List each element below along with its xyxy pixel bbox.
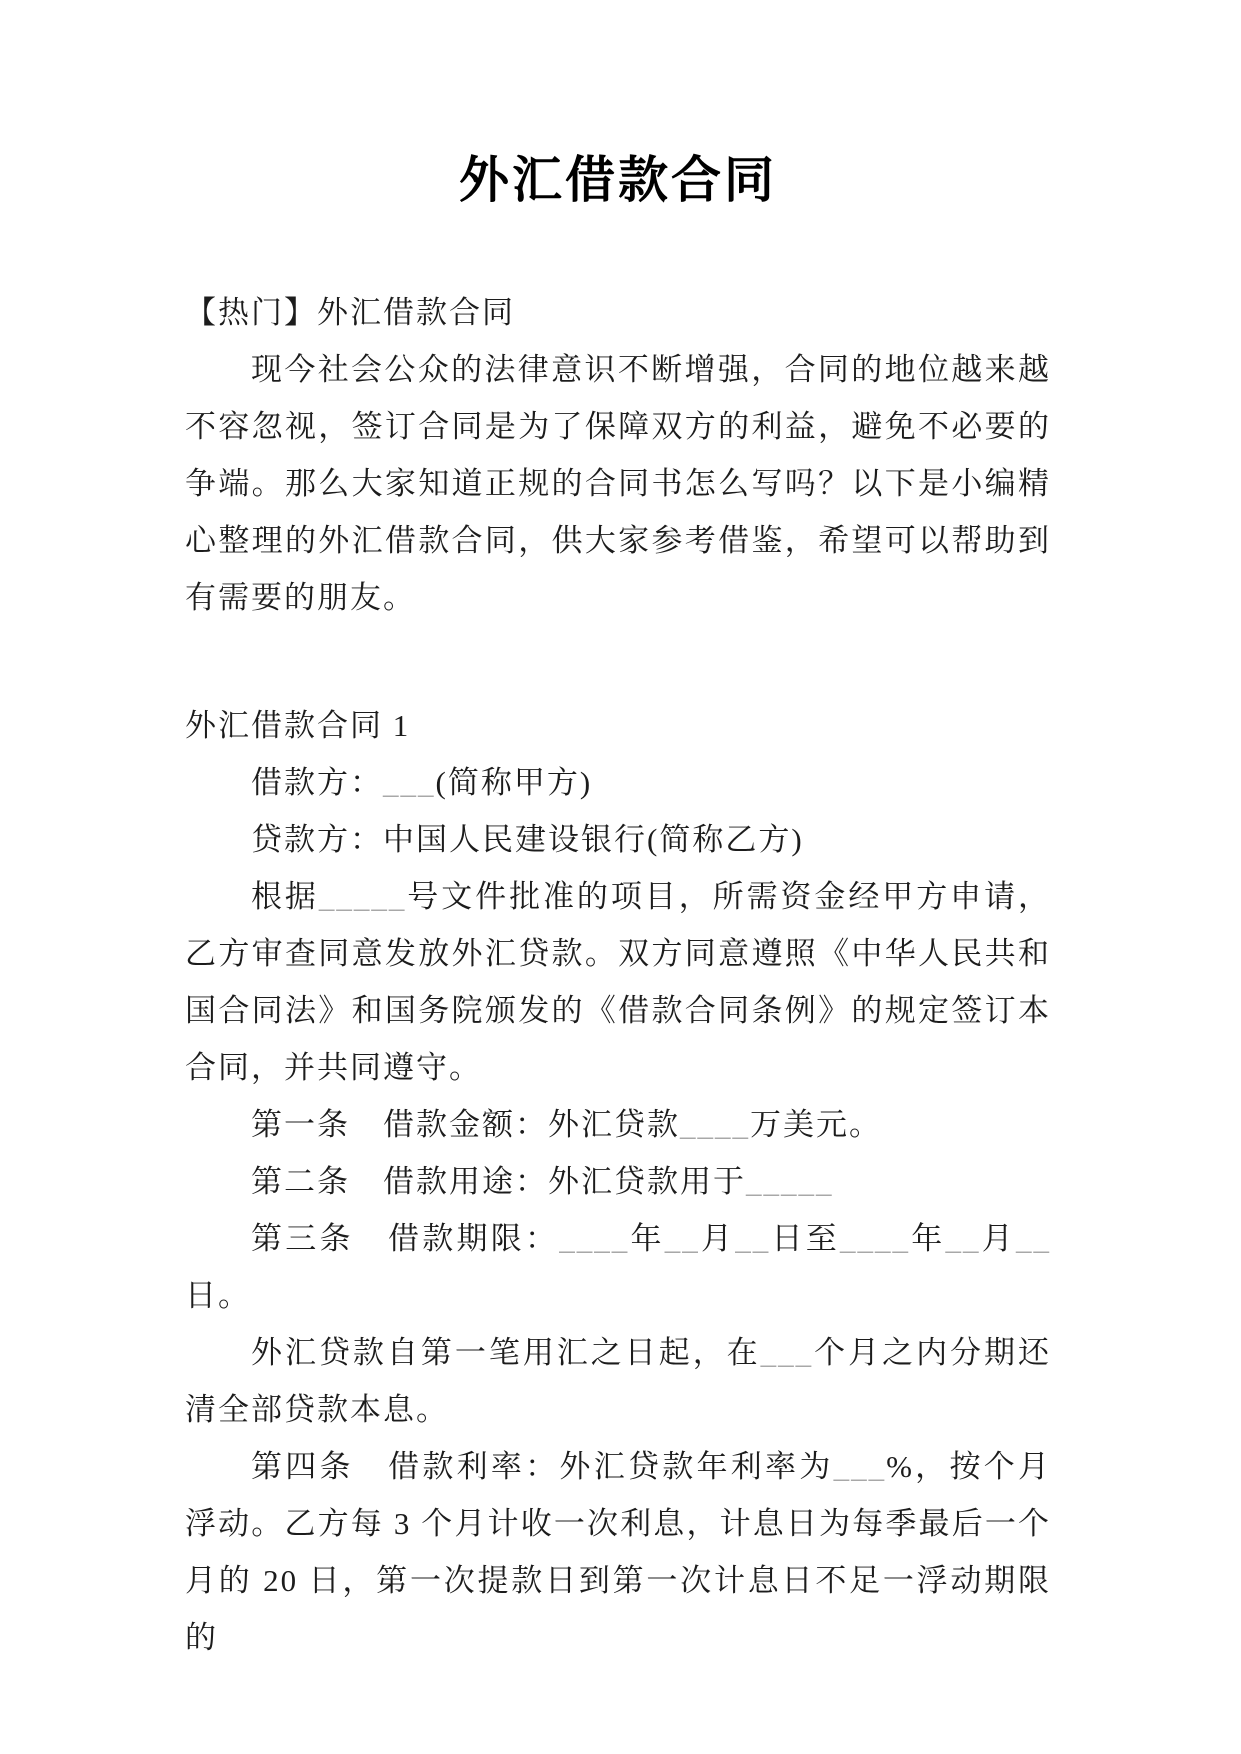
contract-clause-article-4: 第四条 借款利率：外汇贷款年利率为___%，按个月浮动。乙方每 3 个月计收一次利息，计息日为每季最后一个月的 20 日，第一次提款日到第一次计息日不足一浮动期限的 bbox=[185, 1449, 1051, 1655]
contract-clause-article-3: 第三条 借款期限：____年__月__日至____年__月__日。 bbox=[185, 1221, 1051, 1313]
section-heading: 外汇借款合同 1 bbox=[185, 708, 411, 743]
contract-clause-lender: 贷款方：中国人民建设银行(简称乙方) bbox=[251, 822, 804, 857]
hot-tag-line: 【热门】外汇借款合同 bbox=[185, 295, 515, 330]
contract-clause-borrower: 借款方：___(简称甲方) bbox=[251, 765, 593, 800]
document-title: 外汇借款合同 bbox=[459, 152, 777, 208]
intro-paragraph: 现今社会公众的法律意识不断增强，合同的地位越来越不容忽视，签订合同是为了保障双方的利益，避免不必要的争端。那么大家知道正规的合同书怎么写吗？以下是小编精心整理的外汇借款合同，供大家参考借鉴，希望可以帮助到有需要的朋友。 bbox=[185, 352, 1051, 615]
contract-clause-article-1: 第一条 借款金额：外汇贷款____万美元。 bbox=[251, 1107, 882, 1142]
contract-clause-article-2: 第二条 借款用途：外汇贷款用于_____ bbox=[251, 1164, 834, 1199]
contract-clause-preamble: 根据_____号文件批准的项目，所需资金经甲方申请，乙方审查同意发放外汇贷款。双方同意遵照《中华人民共和国合同法》和国务院颁发的《借款合同条例》的规定签订本合同，并共同遵守。 bbox=[185, 879, 1052, 1085]
contract-clause-article-3-repayment: 外汇贷款自第一笔用汇之日起，在___个月之内分期还清全部贷款本息。 bbox=[185, 1335, 1052, 1427]
